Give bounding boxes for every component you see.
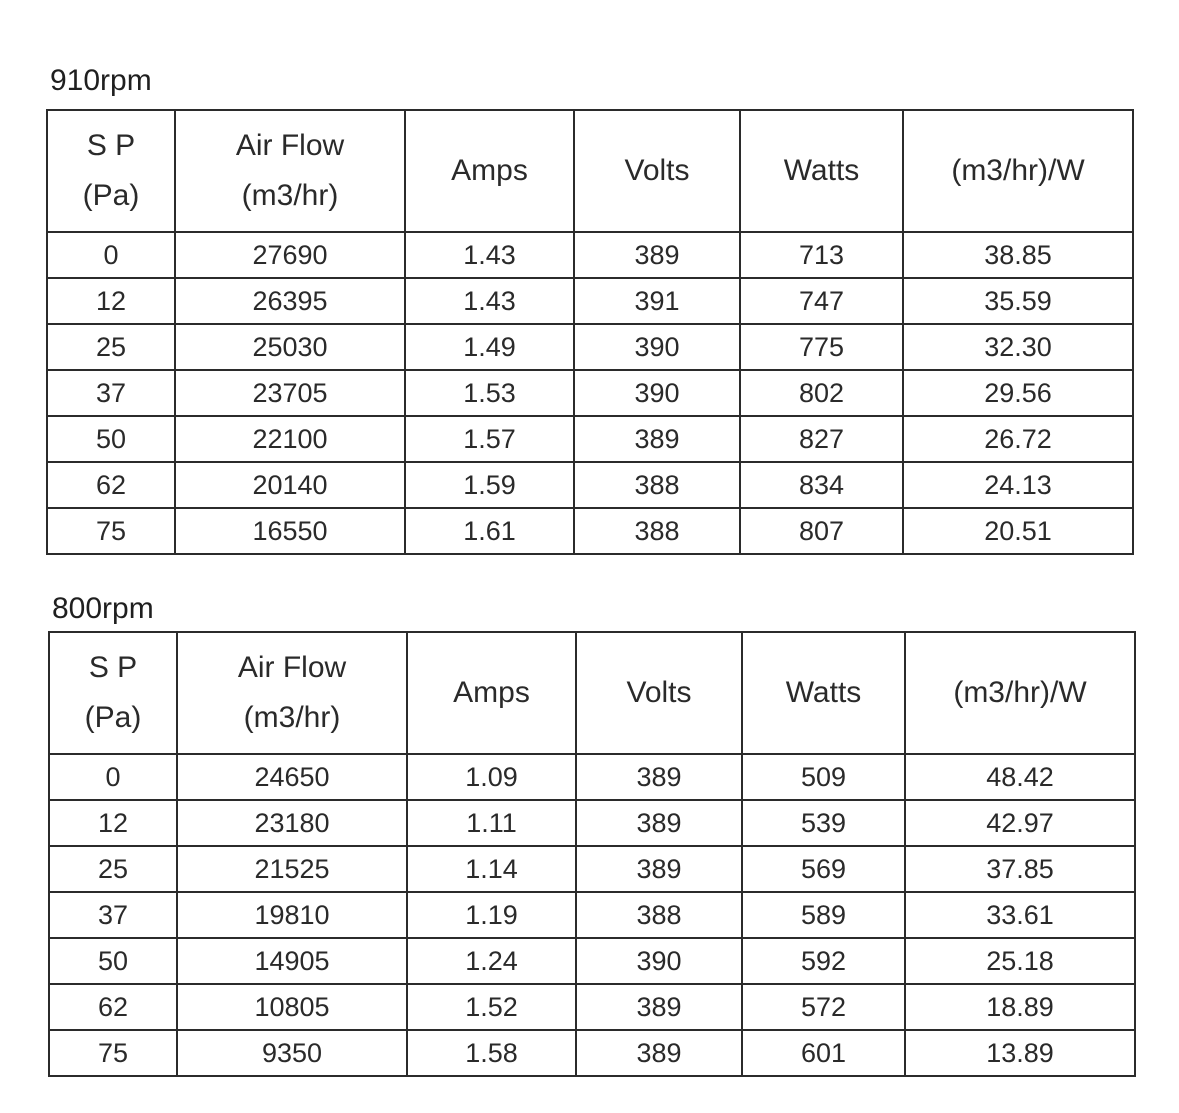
table-row: [47, 370, 1133, 416]
column-header-air-flow: [177, 632, 407, 754]
column-header-label: (m3/hr)/W: [951, 154, 1085, 187]
column-header-unit: (m3/hr): [241, 179, 339, 212]
cell-watts: 713: [740, 232, 903, 278]
cell-amps: 1.24: [407, 938, 576, 984]
table-row: [49, 800, 1135, 846]
cell-watts: 589: [742, 892, 905, 938]
cell-efficiency: 24.13: [903, 462, 1133, 508]
cell-volts: 389: [574, 416, 740, 462]
cell-efficiency: 29.56: [903, 370, 1133, 416]
cell-efficiency: 18.89: [905, 984, 1135, 1030]
cell-sp-pa: 37: [49, 892, 177, 938]
column-header-label: Amps: [451, 154, 528, 187]
cell-amps: 1.43: [405, 278, 574, 324]
cell-sp-pa: 0: [49, 754, 177, 800]
cell-air-flow: 26395: [175, 278, 405, 324]
cell-air-flow: 24650: [177, 754, 407, 800]
cell-air-flow: 14905: [177, 938, 407, 984]
cell-watts: 834: [740, 462, 903, 508]
table-row: [49, 984, 1135, 1030]
cell-sp-pa: 62: [49, 984, 177, 1030]
cell-air-flow: 27690: [175, 232, 405, 278]
table-row: [49, 846, 1135, 892]
cell-air-flow: 10805: [177, 984, 407, 1030]
cell-air-flow: 9350: [177, 1030, 407, 1076]
cell-sp-pa: 37: [47, 370, 175, 416]
column-header-efficiency: [905, 632, 1135, 754]
cell-sp-pa: 50: [49, 938, 177, 984]
cell-efficiency: 13.89: [905, 1030, 1135, 1076]
cell-amps: 1.53: [405, 370, 574, 416]
cell-air-flow: 20140: [175, 462, 405, 508]
cell-air-flow: 23705: [175, 370, 405, 416]
cell-sp-pa: 50: [47, 416, 175, 462]
cell-efficiency: 35.59: [903, 278, 1133, 324]
column-header-label: Air Flow: [235, 129, 345, 162]
column-header-watts: [742, 632, 905, 754]
cell-amps: 1.43: [405, 232, 574, 278]
cell-watts: 775: [740, 324, 903, 370]
cell-volts: 388: [574, 508, 740, 554]
cell-volts: 389: [576, 754, 742, 800]
table-row: [47, 232, 1133, 278]
cell-efficiency: 42.97: [905, 800, 1135, 846]
table-row: [49, 938, 1135, 984]
cell-watts: 539: [742, 800, 905, 846]
column-header-label: Watts: [785, 676, 862, 709]
cell-amps: 1.19: [407, 892, 576, 938]
column-header-label: S P: [88, 651, 138, 684]
column-header-label: Amps: [453, 676, 530, 709]
cell-sp-pa: 75: [47, 508, 175, 554]
cell-sp-pa: 25: [47, 324, 175, 370]
cell-volts: 388: [574, 462, 740, 508]
table-row: [47, 508, 1133, 554]
cell-amps: 1.49: [405, 324, 574, 370]
cell-air-flow: 16550: [175, 508, 405, 554]
cell-watts: 807: [740, 508, 903, 554]
cell-watts: 601: [742, 1030, 905, 1076]
cell-efficiency: 20.51: [903, 508, 1133, 554]
cell-volts: 389: [574, 232, 740, 278]
column-header-efficiency: [903, 110, 1133, 232]
column-header-label: (m3/hr)/W: [953, 676, 1087, 709]
cell-volts: 388: [576, 892, 742, 938]
cell-air-flow: 21525: [177, 846, 407, 892]
cell-volts: 389: [576, 846, 742, 892]
cell-amps: 1.52: [407, 984, 576, 1030]
cell-efficiency: 37.85: [905, 846, 1135, 892]
header-row: [49, 632, 1135, 754]
column-header-sp-pa: [49, 632, 177, 754]
column-header-unit: (Pa): [84, 701, 142, 734]
column-header-label: Volts: [624, 154, 690, 187]
cell-amps: 1.14: [407, 846, 576, 892]
cell-volts: 389: [576, 800, 742, 846]
column-header-watts: [740, 110, 903, 232]
cell-air-flow: 22100: [175, 416, 405, 462]
cell-volts: 389: [576, 1030, 742, 1076]
cell-watts: 747: [740, 278, 903, 324]
cell-amps: 1.11: [407, 800, 576, 846]
cell-air-flow: 19810: [177, 892, 407, 938]
cell-sp-pa: 75: [49, 1030, 177, 1076]
cell-volts: 390: [574, 370, 740, 416]
column-header-volts: [576, 632, 742, 754]
cell-amps: 1.58: [407, 1030, 576, 1076]
performance-table-910rpm: [46, 109, 1134, 555]
cell-efficiency: 33.61: [905, 892, 1135, 938]
column-header-label: Watts: [783, 154, 860, 187]
performance-table-800rpm: [48, 631, 1136, 1077]
cell-efficiency: 25.18: [905, 938, 1135, 984]
cell-air-flow: 23180: [177, 800, 407, 846]
cell-efficiency: 38.85: [903, 232, 1133, 278]
cell-air-flow: 25030: [175, 324, 405, 370]
column-header-air-flow: [175, 110, 405, 232]
cell-amps: 1.61: [405, 508, 574, 554]
cell-volts: 390: [574, 324, 740, 370]
header-row: [47, 110, 1133, 232]
cell-volts: 391: [574, 278, 740, 324]
cell-sp-pa: 12: [49, 800, 177, 846]
cell-watts: 802: [740, 370, 903, 416]
cell-sp-pa: 0: [47, 232, 175, 278]
cell-efficiency: 26.72: [903, 416, 1133, 462]
cell-amps: 1.59: [405, 462, 574, 508]
cell-watts: 827: [740, 416, 903, 462]
cell-watts: 572: [742, 984, 905, 1030]
cell-efficiency: 48.42: [905, 754, 1135, 800]
column-header-unit: (m3/hr): [243, 701, 341, 734]
cell-watts: 569: [742, 846, 905, 892]
cell-amps: 1.57: [405, 416, 574, 462]
cell-sp-pa: 62: [47, 462, 175, 508]
table-caption-800rpm: 800rpm: [52, 592, 154, 625]
cell-watts: 509: [742, 754, 905, 800]
column-header-sp-pa: [47, 110, 175, 232]
cell-watts: 592: [742, 938, 905, 984]
column-header-volts: [574, 110, 740, 232]
cell-volts: 390: [576, 938, 742, 984]
cell-sp-pa: 25: [49, 846, 177, 892]
table-row: [47, 416, 1133, 462]
cell-efficiency: 32.30: [903, 324, 1133, 370]
table-row: [47, 278, 1133, 324]
column-header-label: S P: [86, 129, 136, 162]
column-header-amps: [407, 632, 576, 754]
table-row: [49, 754, 1135, 800]
cell-volts: 389: [576, 984, 742, 1030]
column-header-label: Air Flow: [237, 651, 347, 684]
table-row: [47, 324, 1133, 370]
column-header-unit: (Pa): [82, 179, 140, 212]
cell-sp-pa: 12: [47, 278, 175, 324]
table-caption-910rpm: 910rpm: [50, 64, 152, 97]
cell-amps: 1.09: [407, 754, 576, 800]
table-row: [47, 462, 1133, 508]
column-header-label: Volts: [626, 676, 692, 709]
table-row: [49, 892, 1135, 938]
column-header-amps: [405, 110, 574, 232]
table-row: [49, 1030, 1135, 1076]
